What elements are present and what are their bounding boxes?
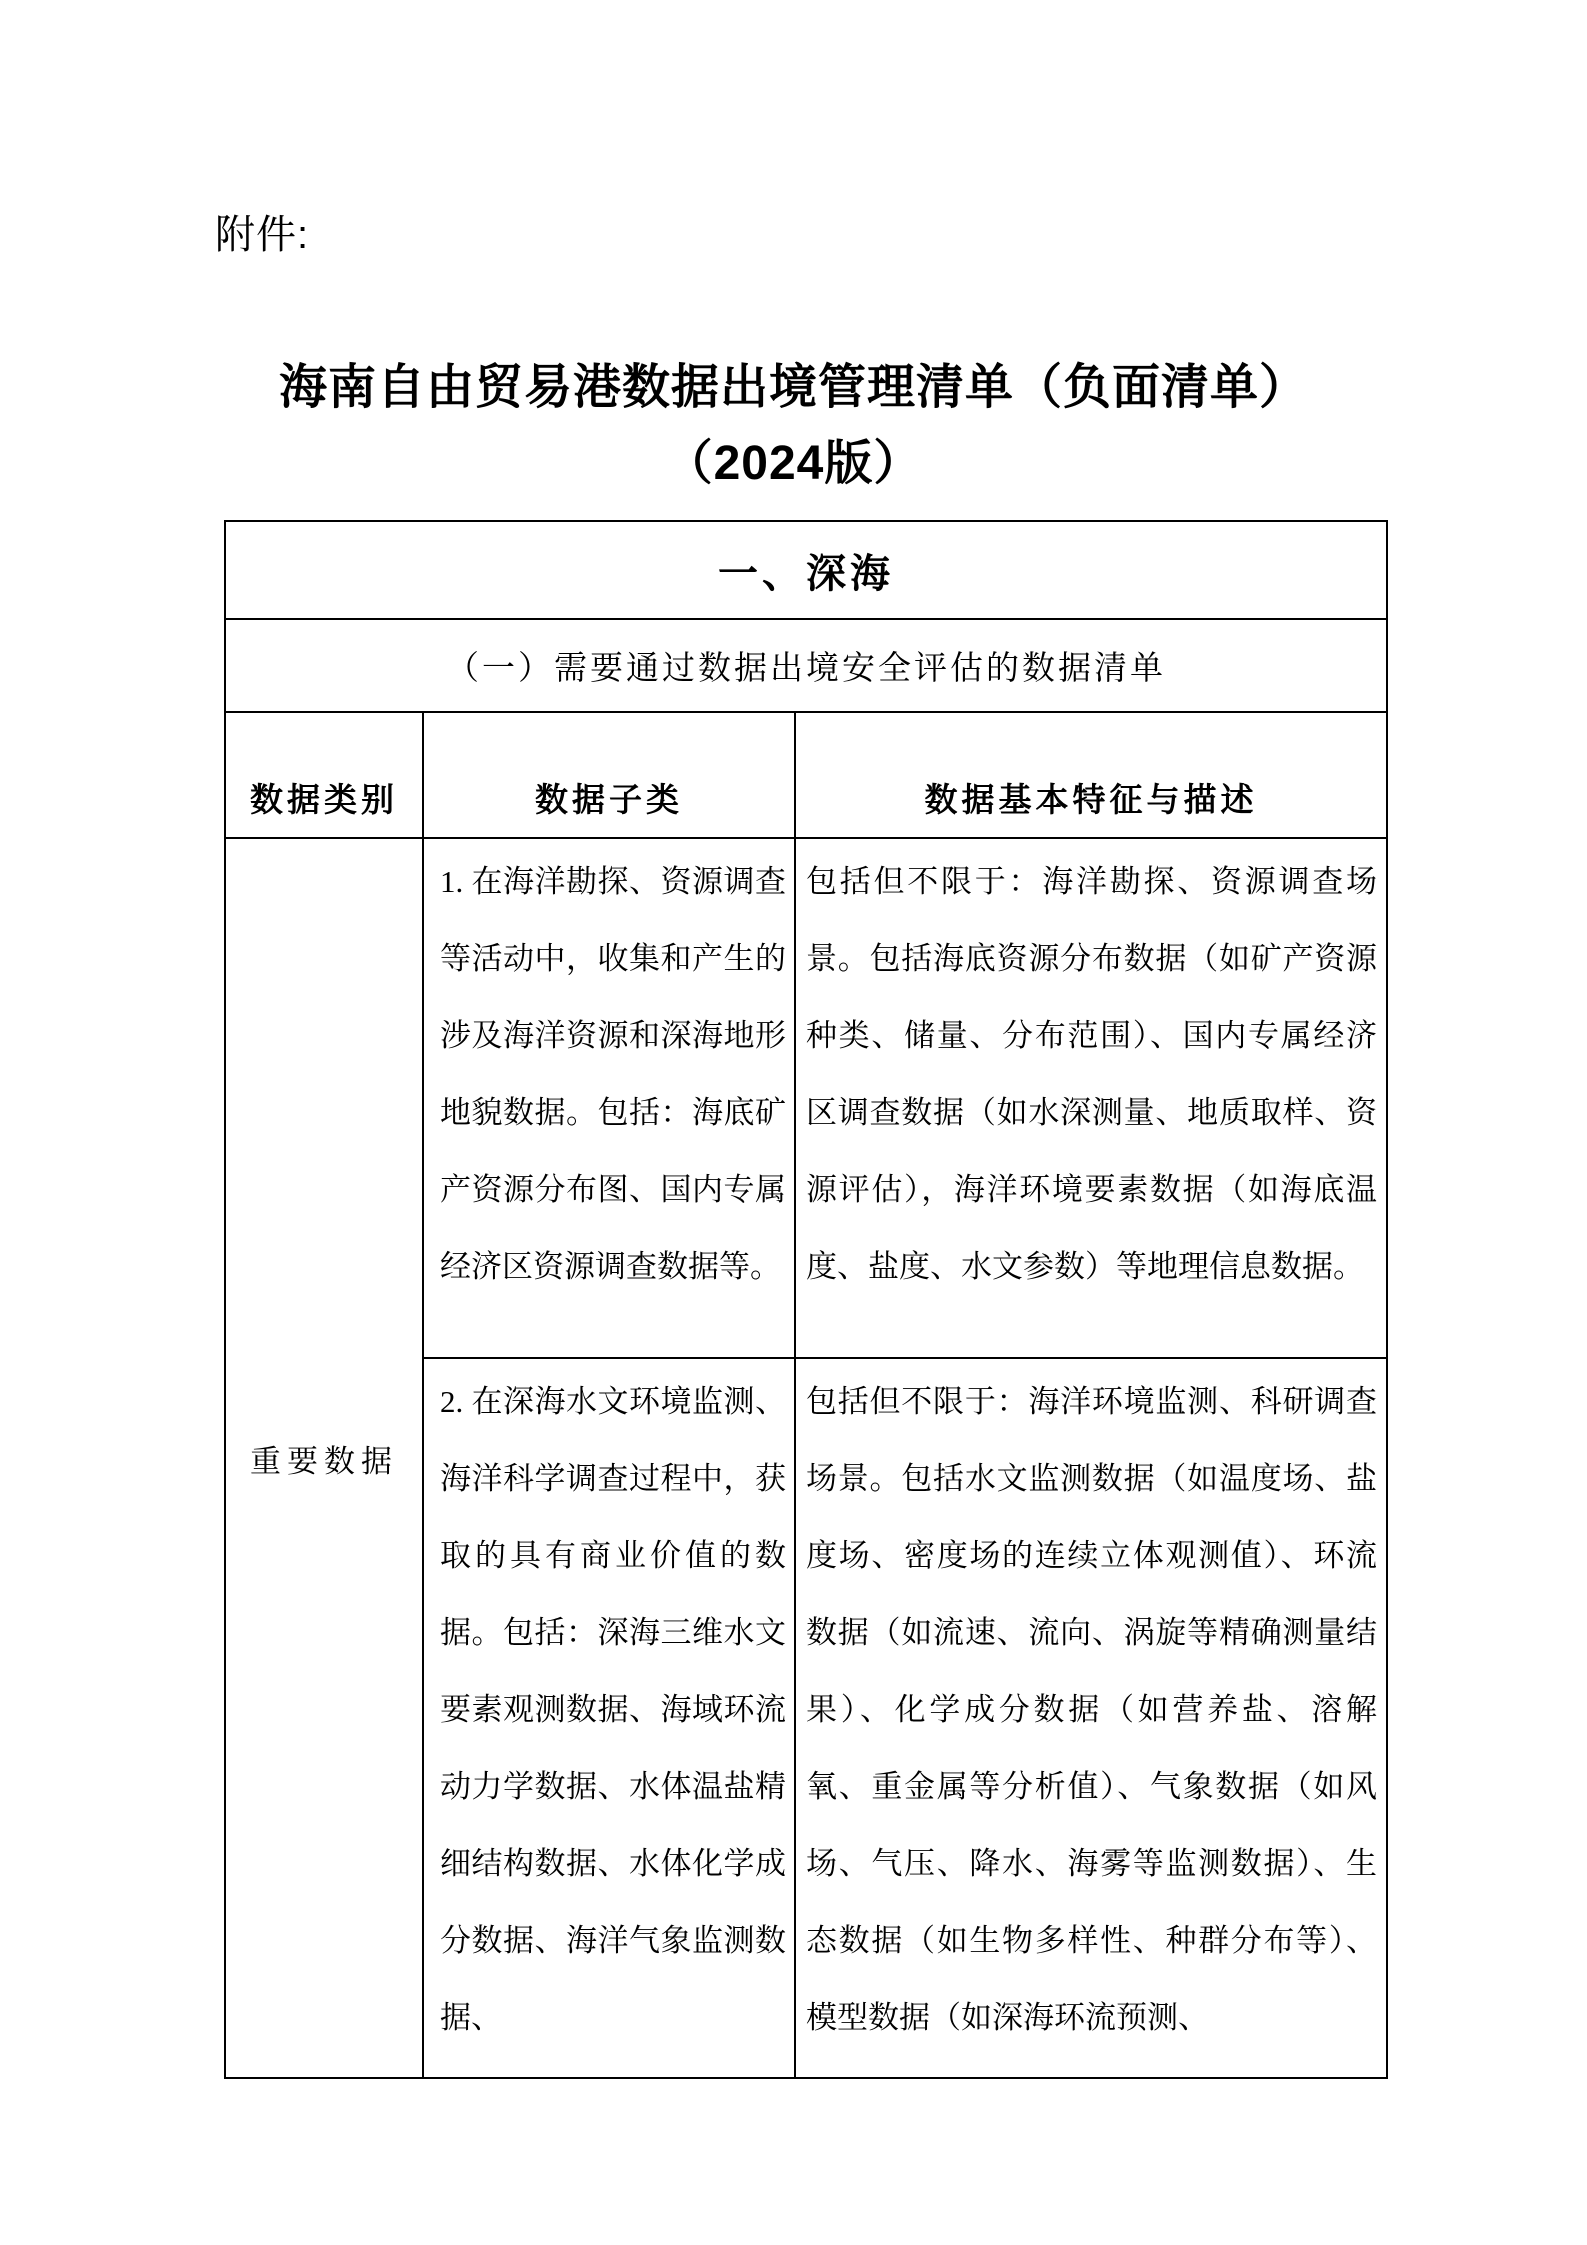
description-cell-1: 包括但不限于：海洋勘探、资源调查场景。包括海底资源分布数据（如矿产资源种类、储量、分布范围）、国内专属经济区调查数据（如水深测量、地质取样、资源评估），海洋环境要素数据（如海底温度、盐度、水文参数）等地理信息数据。 (795, 838, 1387, 1358)
category-cell-important-data: 重要数据 (225, 838, 423, 2078)
document-title-line2: （2024版） (664, 437, 923, 490)
column-header-data-description: 数据基本特征与描述 (795, 712, 1387, 838)
document-title-line1: 海南自由贸易港数据出境管理清单（负面清单） (278, 361, 1308, 414)
table-row (225, 838, 1387, 1358)
column-header-data-category: 数据类别 (225, 712, 423, 838)
column-header-row (225, 712, 1387, 838)
subcategory-cell-2: 2. 在深海水文环境监测、海洋科学调查过程中，获取的具有商业价值的数据。包括：深海三维水文要素观测数据、海域环流动力学数据、水体温盐精细结构数据、水体化学成分数据、海洋气象监测数据、 (423, 1358, 795, 2078)
attachment-label: 附件: (215, 213, 310, 257)
subsection-title-cell: （一）需要通过数据出境安全评估的数据清单 (225, 619, 1387, 712)
subcategory-cell-1: 1. 在海洋勘探、资源调查等活动中，收集和产生的涉及海洋资源和深海地形地貌数据。包括：海底矿产资源分布图、国内专属经济区资源调查数据等。 (423, 838, 795, 1358)
section-title-cell: 一、深海 (225, 521, 1387, 619)
column-header-data-subcategory: 数据子类 (423, 712, 795, 838)
description-cell-2: 包括但不限于：海洋环境监测、科研调查场景。包括水文监测数据（如温度场、盐度场、密度场的连续立体观测值）、环流数据（如流速、流向、涡旋等精确测量结果）、化学成分数据（如营养盐、溶解氧、重金属等分析值）、气象数据（如风场、气压、降水、海雾等监测数据）、生态数据（如生物多样性、种群分布等）、模型数据（如深海环流预测、 (795, 1358, 1387, 2078)
section-header-row (225, 521, 1387, 619)
subsection-header-row (225, 619, 1387, 712)
data-export-negative-list-table (224, 520, 1388, 2079)
